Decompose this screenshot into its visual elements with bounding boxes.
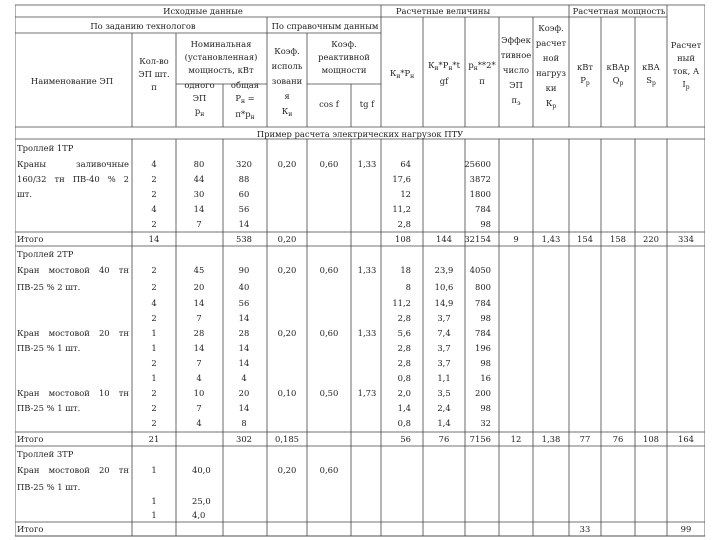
row-name: Кран мостовой 20 тн	[17, 328, 129, 338]
cell-np2: 196	[475, 343, 491, 353]
cell-n: 1	[151, 343, 157, 353]
header-col-kipn: $К_и*Р_н$	[389, 68, 415, 80]
cell-n: 2	[151, 265, 157, 275]
cell-ne: 9	[513, 234, 519, 244]
cell-pt: 320	[236, 159, 252, 169]
cell-kp: 2,0	[397, 388, 411, 398]
cell-p1: 25,0	[192, 496, 211, 506]
cell-np2: 32154	[464, 234, 491, 244]
cell-cos: 0,60	[319, 465, 339, 475]
cell-pt: 14	[238, 403, 250, 413]
cell-kp: 11,2	[392, 298, 411, 308]
header-col-p: кВт $Р_р$	[576, 62, 594, 87]
row-name: Краны заливочные	[17, 159, 129, 169]
cell-pt: 302	[236, 434, 252, 444]
cell-kq: 2,4	[437, 403, 451, 413]
cell-np2: 1800	[469, 189, 491, 199]
cell-n: 4	[151, 204, 157, 214]
cell-p1: 4	[196, 418, 202, 428]
cell-kr: 1,43	[541, 234, 561, 244]
cell-p1: 7	[196, 358, 202, 368]
cell-pt: 40	[238, 282, 250, 292]
cell-pt: 14	[238, 313, 250, 323]
cell-p1: 7	[196, 403, 202, 413]
cell-kp: 17,6	[392, 174, 411, 184]
cell-pt: 56	[238, 204, 250, 214]
cell-kq: 144	[436, 234, 452, 244]
row-name: ПВ-25 % 1 шт.	[17, 403, 81, 413]
example-title: Пример расчета электрических нагрузок ПТУ	[256, 129, 464, 139]
cell-ki: 0,185	[275, 434, 299, 444]
cell-cos: 0,60	[319, 159, 339, 169]
cell-kq: 3,7	[437, 313, 451, 323]
cell-pt: 14	[238, 219, 250, 229]
cell-n: 2	[151, 282, 157, 292]
row-name: Троллей 3ТР	[17, 449, 74, 459]
cell-cos: 0,60	[319, 265, 339, 275]
header-col-one: одного ЭП $р_н$	[184, 80, 215, 118]
cell-kq: 3,7	[437, 358, 451, 368]
cell-kp: 2,8	[397, 343, 411, 353]
cell-np2: 4050	[469, 265, 491, 275]
cell-n: 2	[151, 418, 157, 428]
header-col-name: Наименование ЭП	[30, 76, 114, 86]
cell-tg: 1,33	[357, 328, 377, 338]
row-name: ПВ-25 % 1 шт.	[17, 343, 81, 353]
header-group-source: Исходные данные	[163, 6, 243, 16]
cell-p1: 10	[193, 388, 205, 398]
cell-pt: 88	[238, 174, 250, 184]
cell-kr: 1,38	[541, 434, 561, 444]
cell-np2: 98	[480, 313, 491, 323]
cell-kp: 0,8	[397, 373, 411, 383]
cell-np2: 16	[480, 373, 491, 383]
cell-kp: 0,8	[397, 418, 411, 428]
cell-P: 77	[579, 434, 591, 444]
cell-p1: 4	[196, 373, 202, 383]
header-col-tg: tg f	[359, 99, 375, 109]
cell-np2: 98	[480, 219, 491, 229]
cell-cos: 0,60	[319, 328, 339, 338]
header-group-power: Расчетная мощность	[572, 6, 666, 16]
cell-P: 33	[579, 524, 591, 534]
cell-kq: 1,1	[437, 373, 451, 383]
cell-n: 21	[148, 434, 160, 444]
cell-np2: 98	[480, 403, 491, 413]
cell-S: 220	[643, 234, 659, 244]
header-col-q: кВАр $Q_р$	[606, 62, 630, 87]
row-name: Кран мостовой 40 тн	[17, 265, 129, 275]
cell-pt: 4	[241, 373, 247, 383]
header-col-reactive: Коэф. реактивной мощности	[318, 39, 370, 75]
cell-tg: 1,33	[357, 159, 377, 169]
header-col-np2: $р_н**2*$ п	[468, 60, 496, 86]
header-col-ne: Эффек тивное число ЭП $п_э$	[500, 35, 532, 107]
cell-pt: 14	[238, 358, 250, 368]
cell-kp: 12	[400, 189, 411, 199]
cell-pt: 28	[238, 328, 250, 338]
cell-p1: 4,0	[192, 510, 206, 520]
cell-pt: 60	[238, 189, 250, 199]
header-sub-ref: По справочным данным	[271, 21, 379, 31]
cell-kp: 56	[400, 434, 411, 444]
cell-np2: 7156	[469, 434, 491, 444]
cell-p1: 30	[193, 189, 205, 199]
header-sub-tech: По заданию технологов	[90, 21, 196, 31]
load-calculation-table	[15, 3, 705, 538]
header-col-total: общая $Р_н$ = $п*р_н$	[230, 80, 260, 121]
cell-np2: 784	[475, 204, 491, 214]
cell-kp: 2,8	[397, 219, 411, 229]
cell-np2: 800	[475, 282, 491, 292]
cell-kp: 1,4	[397, 403, 411, 413]
cell-np2: 32	[480, 418, 491, 428]
row-name: ПВ-25 % 2 шт.	[17, 282, 81, 292]
cell-np2: 784	[475, 328, 491, 338]
cell-kp: 108	[395, 234, 411, 244]
row-name: Итого	[17, 434, 44, 444]
cell-n: 2	[151, 189, 157, 199]
cell-kq: 14,9	[434, 298, 454, 308]
cell-kp: 2,8	[397, 313, 411, 323]
cell-tg: 1,73	[357, 388, 377, 398]
cell-p1: 28	[193, 328, 205, 338]
cell-p1: 14	[193, 343, 205, 353]
cell-p1: 7	[196, 219, 202, 229]
cell-p1: 40,0	[192, 465, 211, 475]
cell-n: 1	[151, 510, 157, 520]
cell-p1: 45	[193, 265, 205, 275]
cell-n: 2	[151, 403, 157, 413]
cell-ki: 0,20	[277, 465, 297, 475]
cell-n: 1	[151, 465, 157, 475]
cell-n: 14	[148, 234, 160, 244]
cell-n: 2	[151, 388, 157, 398]
cell-tg: 1,33	[357, 265, 377, 275]
cell-pt: 90	[238, 265, 250, 275]
cell-I: 99	[680, 524, 692, 534]
cell-p1: 14	[193, 298, 205, 308]
cell-ki: 0,20	[277, 234, 297, 244]
cell-n: 2	[151, 219, 157, 229]
cell-pt: 20	[238, 388, 250, 398]
header-group-calc: Расчетные величины	[395, 6, 491, 16]
cell-p1: 7	[196, 313, 202, 323]
header-col-cos: cos f	[319, 99, 339, 109]
cell-p1: 20	[193, 282, 205, 292]
cell-kp: 5,6	[397, 328, 411, 338]
row-name: ПВ-25 % 1 шт.	[17, 482, 81, 492]
header-col-ki: Коэф. исполь зовани я $К_и$	[271, 46, 303, 118]
cell-kp: 18	[400, 265, 411, 275]
row-name: 160/32 тн ПВ-40 % 2	[17, 174, 129, 184]
row-name: Троллей 2ТР	[17, 249, 74, 259]
cell-np2: 784	[475, 298, 491, 308]
cell-n: 4	[151, 298, 157, 308]
cell-pt: 14	[238, 343, 250, 353]
row-name: Итого	[17, 524, 44, 534]
cell-n: 2	[151, 174, 157, 184]
cell-np2: 25600	[464, 159, 491, 169]
cell-np2: 98	[480, 358, 491, 368]
cell-np2: 200	[475, 388, 491, 398]
cell-I: 334	[678, 234, 694, 244]
cell-P: 154	[577, 234, 593, 244]
cell-n: 2	[151, 313, 157, 323]
cell-kp: 8	[405, 282, 411, 292]
cell-I: 164	[678, 434, 694, 444]
cell-cos: 0,50	[319, 388, 339, 398]
cell-n: 1	[151, 496, 157, 506]
cell-pt: 56	[238, 298, 250, 308]
header-col-s: кВА $S_р$	[642, 62, 660, 87]
header-col-nominal: Номинальная (установленная) мощность, кВт	[184, 39, 258, 75]
cell-kq: 23,9	[434, 265, 454, 275]
cell-np2: 3872	[469, 174, 491, 184]
cell-kp: 11,2	[392, 204, 411, 214]
cell-n: 1	[151, 328, 157, 338]
header-col-kipntg: $К_и*Р_н*t$ gf	[428, 60, 460, 86]
row-name: Кран мостовой 20 тн	[17, 465, 129, 475]
cell-S: 108	[643, 434, 659, 444]
cell-kq: 76	[438, 434, 450, 444]
row-name: Итого	[17, 234, 44, 244]
cell-ki: 0,20	[277, 328, 297, 338]
row-name: Троллей 1ТР	[17, 143, 74, 153]
cell-ki: 0,10	[277, 388, 297, 398]
cell-p1: 80	[193, 159, 205, 169]
cell-kq: 3,7	[437, 343, 451, 353]
header-col-kr: Коэф. расчет ной нагруз ки $К_р$	[535, 23, 567, 110]
cell-kp: 64	[400, 159, 411, 169]
cell-ne: 12	[510, 434, 522, 444]
cell-p1: 44	[193, 174, 205, 184]
cell-kp: 2,8	[397, 358, 411, 368]
cell-n: 2	[151, 358, 157, 368]
row-name: Кран мостовой 10 тн	[17, 388, 129, 398]
cell-ki: 0,20	[277, 265, 297, 275]
cell-n: 4	[151, 159, 157, 169]
cell-Q: 158	[610, 234, 626, 244]
cell-kq: 7,4	[437, 328, 451, 338]
header-col-i: Расчет ный ток, А $I_р$	[670, 40, 702, 91]
cell-ki: 0,20	[277, 159, 297, 169]
cell-n: 1	[151, 373, 157, 383]
row-name: шт.	[17, 189, 33, 199]
cell-pt: 8	[241, 418, 247, 428]
cell-kq: 10,6	[434, 282, 454, 292]
cell-p1: 14	[193, 204, 205, 214]
cell-kq: 1,4	[437, 418, 451, 428]
cell-kq: 3,5	[437, 388, 451, 398]
cell-pt: 538	[236, 234, 252, 244]
header-col-count: Кол-во ЭП шт. п	[138, 56, 170, 92]
cell-Q: 76	[612, 434, 624, 444]
